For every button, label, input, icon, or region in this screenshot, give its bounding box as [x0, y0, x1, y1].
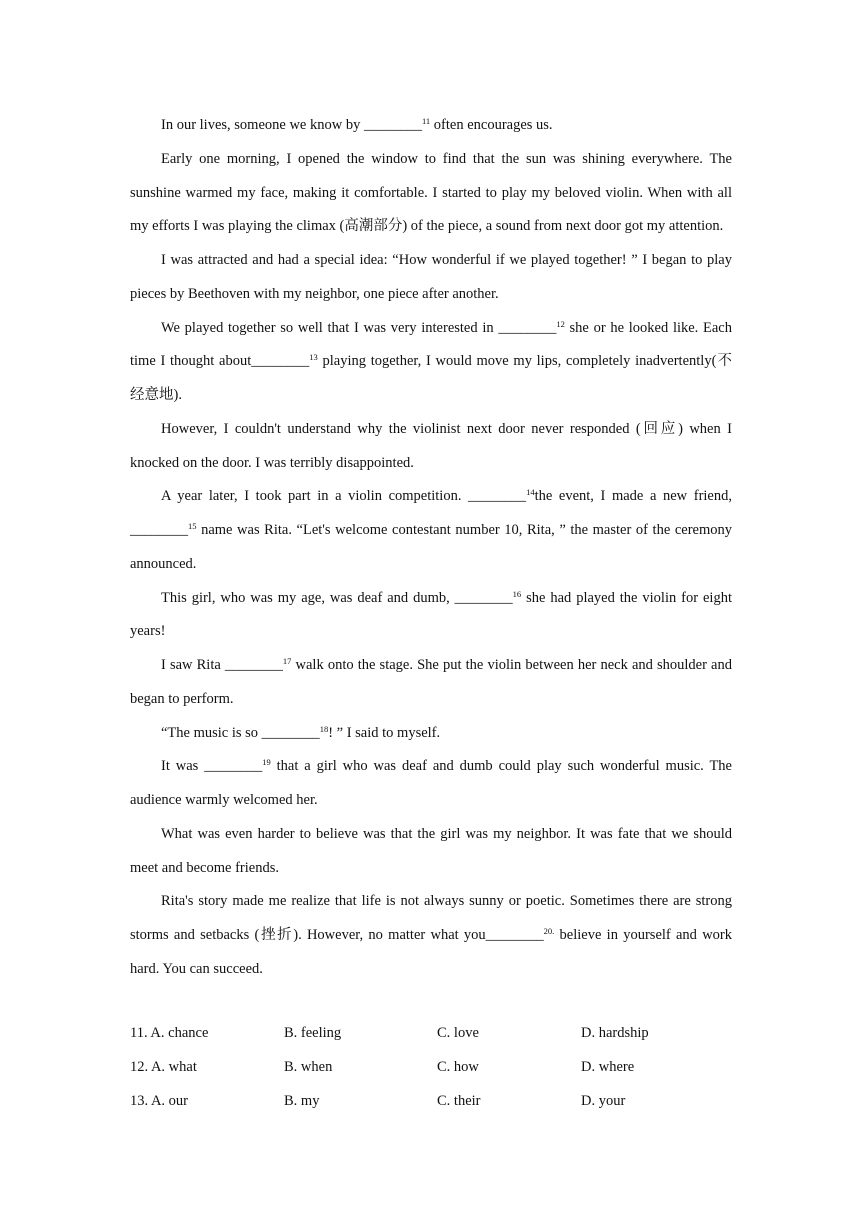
paragraph-text: believe in yourself and work hard. You can succeed. [130, 927, 732, 977]
passage-paragraph [130, 818, 732, 886]
option-b: B. feeling [284, 1025, 342, 1041]
blank-number: 18 [319, 723, 329, 734]
paragraph-text: This girl, who was my age, was deaf and dumb, ________ [161, 589, 513, 606]
paragraph-text: ! ” I said to myself. [328, 724, 441, 741]
passage-paragraph [130, 480, 732, 581]
blank-number: 19 [262, 757, 271, 768]
paragraph-text: name was Rita. “Let's welcome contestant number 10, Rita, ” the master of the ceremony announced. [130, 522, 732, 572]
paragraph-text: the event, I made a new friend, ________ [130, 488, 732, 538]
blank-number: 12 [556, 318, 565, 329]
question-row [130, 1085, 732, 1119]
question-row [130, 1051, 732, 1085]
passage-paragraph [130, 885, 732, 986]
option-d: D. where [581, 1058, 635, 1075]
blank-number: 17 [282, 656, 292, 666]
option-d: D. your [581, 1092, 626, 1109]
blank-number: 13 [309, 352, 318, 363]
option-d: D. hardship [581, 1025, 649, 1041]
passage-paragraph [130, 717, 732, 751]
paragraph-text: “The music is so ________ [161, 724, 320, 741]
passage-paragraph [130, 312, 732, 413]
option-c: C. how [437, 1058, 479, 1075]
passage-paragraph [130, 750, 732, 818]
blank-number: 11 [421, 116, 431, 126]
option-b: B. my [284, 1092, 320, 1109]
blank-number: 20. [543, 926, 555, 936]
paragraph-text: I was attracted and had a special idea: “How wonderful if we played together! ” I began to play pieces by Beethoven with my neighbor, one piece after another. [130, 252, 732, 302]
paragraph-text: However, I couldn't understand why the violinist next door never responded (回应) when I knocked on the door. I was terribly disappointed. [130, 420, 732, 471]
passage-paragraph [130, 582, 732, 650]
passage-paragraph [130, 109, 732, 143]
paragraph-text: Rita's story made me realize that life is not always sunny or poetic. Sometimes there are strong storms and setbacks (挫折). However, no matter what you________ [130, 893, 732, 943]
paragraph-text: What was even harder to believe was that the girl was my neighbor. It was fate that we should meet and become friends. [130, 825, 732, 876]
passage-paragraph [130, 413, 732, 481]
blank-number: 15 [188, 521, 197, 531]
paragraph-text: walk onto the stage. She put the violin between her neck and shoulder and began to perform. [130, 657, 732, 707]
option-c: C. their [437, 1092, 481, 1109]
paragraph-text: that a girl who was deaf and dumb could play such wonderful music. The audience warmly welcomed her. [130, 758, 732, 808]
paragraph-text: In our lives, someone we know by ________ [161, 117, 422, 133]
option-c: C. love [437, 1025, 479, 1041]
question-row [130, 1017, 732, 1051]
option-a: 11. A. chance [130, 1025, 209, 1041]
paragraph-text: she or he looked like. Each time I thought about________ [130, 319, 732, 370]
passage-paragraph [130, 244, 732, 312]
passage-paragraph [130, 143, 732, 244]
passage [130, 109, 732, 987]
answer-options [130, 1017, 732, 1118]
blank-number: 16 [512, 588, 522, 599]
option-b: B. when [284, 1058, 333, 1075]
paragraph-text: I saw Rita ________ [161, 657, 283, 673]
paragraph-text: A year later, I took part in a violin competition. ________ [161, 488, 527, 505]
paragraph-text: she had played the violin for eight years! [130, 589, 732, 640]
blank-number: 14 [526, 487, 535, 498]
option-a: 12. A. what [130, 1058, 197, 1075]
paragraph-text: often encourages us. [430, 117, 553, 133]
paragraph-text: playing together, I would move my lips, completely inadvertently(不经意地). [130, 353, 732, 403]
paragraph-text: It was ________ [161, 758, 263, 775]
passage-paragraph [130, 649, 732, 717]
paragraph-text: Early one morning, I opened the window to find that the sun was shining everywhere. The sunshine warmed my face, making it comfortable. I started to play my beloved violin. When with all my efforts I was playing the climax (高潮部分) of the piece, a sound from next door got my attention. [130, 150, 732, 235]
option-a: 13. A. our [130, 1092, 188, 1109]
paragraph-text: We played together so well that I was very interested in ________ [161, 319, 557, 336]
